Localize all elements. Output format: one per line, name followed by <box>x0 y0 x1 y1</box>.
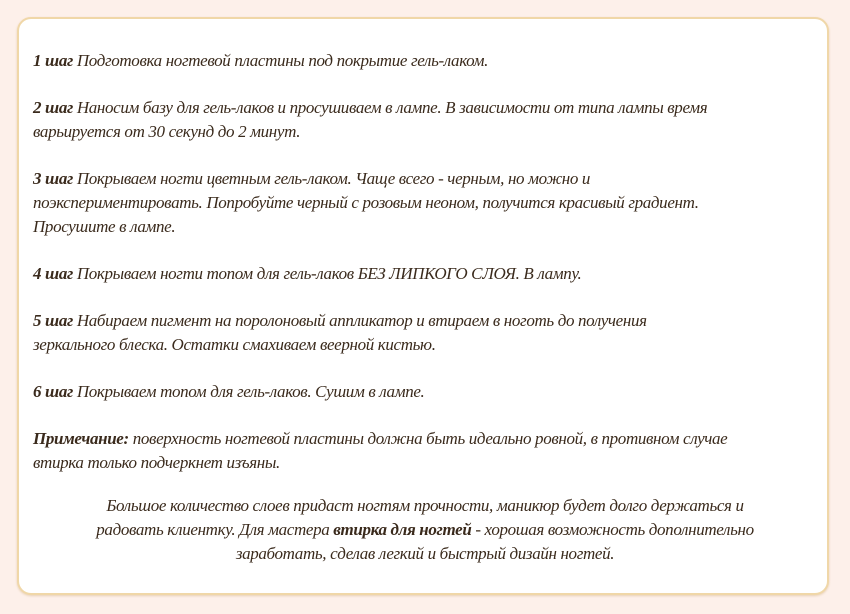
step-5 <box>33 309 817 357</box>
step-text: Подготовка ногтевой пластины под покрытие гель-лаком. <box>76 51 489 70</box>
closing-bold-text: втирка для ногтей <box>333 520 472 539</box>
content-card <box>17 17 829 595</box>
note-text: поверхность ногтевой пластины должна быть идеально ровной, в противном случае <box>132 429 728 448</box>
step-text: варьируется от 30 секунд до 2 минут. <box>33 122 301 141</box>
note-label: Примечание: <box>33 429 129 448</box>
instructions <box>33 49 817 589</box>
closing-text: - хорошая возможность дополнительно <box>471 520 754 539</box>
step-label: 5 шаг <box>33 311 73 330</box>
step-label: 2 шаг <box>33 98 73 117</box>
step-text: Покрываем ногти топом для гель-лаков БЕЗ ЛИПКОГО СЛОЯ. В лампу. <box>76 264 582 283</box>
step-text: зеркального блеска. Остатки смахиваем веерной кистью. <box>33 335 436 354</box>
step-1 <box>33 49 817 73</box>
step-6 <box>33 380 817 404</box>
step-4 <box>33 262 817 286</box>
step-text: Наносим базу для гель-лаков и просушиваем в лампе. В зависимости от типа лампы время <box>76 98 708 117</box>
step-text: Покрываем ногти цветным гель-лаком. Чаще всего - черным, но можно и <box>76 169 591 188</box>
closing-text: радовать клиентку. Для мастера <box>96 520 334 539</box>
note-text: втирка только подчеркнет изъяны. <box>33 453 280 472</box>
closing-paragraph <box>33 494 817 566</box>
step-label: 6 шаг <box>33 382 73 401</box>
step-label: 3 шаг <box>33 169 73 188</box>
note <box>33 427 817 475</box>
step-text: Покрываем топом для гель-лаков. Сушим в лампе. <box>76 382 425 401</box>
step-text: поэкспериментировать. Попробуйте черный с розовым неоном, получится красивый градиент. <box>33 193 699 212</box>
step-3 <box>33 167 817 239</box>
step-label: 1 шаг <box>33 51 73 70</box>
closing-text: заработать, сделав легкий и быстрый дизайн ногтей. <box>235 544 615 563</box>
step-label: 4 шаг <box>33 264 73 283</box>
step-text: Набираем пигмент на поролоновый аппликатор и втираем в ноготь до получения <box>76 311 647 330</box>
closing-text: Большое количество слоев придаст ногтям прочности, маникюр будет долго держаться и <box>106 496 744 515</box>
step-2 <box>33 96 817 144</box>
step-text: Просушите в лампе. <box>33 217 176 236</box>
